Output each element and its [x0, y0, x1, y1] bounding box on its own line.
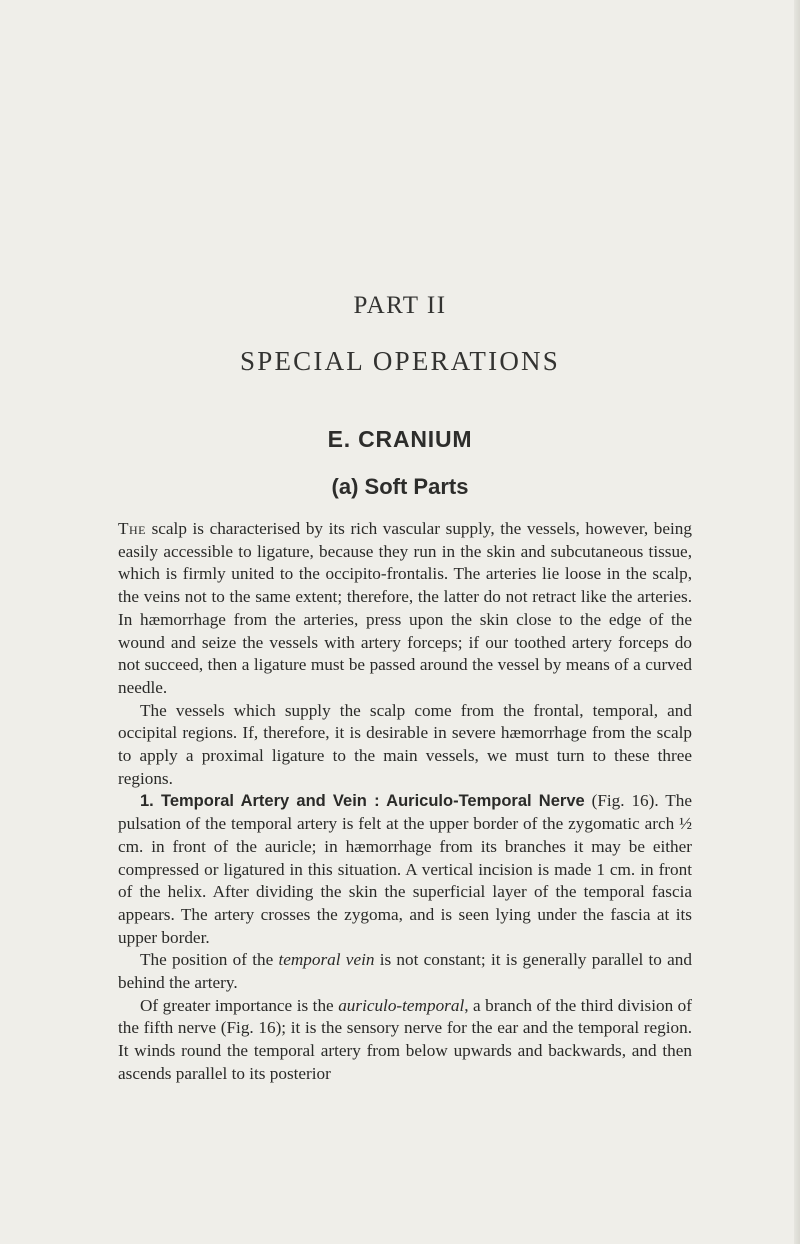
paragraph-text: , a branch of the third division of the fifth nerve (Fig. 16); it is the sensory nerve for the ear and the temporal region. It winds round the temporal artery from below upwards and backwards, and then ascends parallel to its posterior [118, 995, 692, 1083]
page-edge [794, 0, 800, 1244]
paragraph-text: Of greater importance is the [140, 995, 339, 1015]
paragraph-vessels: The vessels which supply the scalp come from the frontal, temporal, and occipital regions. If, therefore, it is desirable in severe hæmorrhage from the scalp to apply a proximal ligature to the main vessels, we must turn to these three regions. [118, 700, 692, 788]
paragraph-text: (Fig. 16). The pulsation of the temporal artery is felt at the upper border of the zygomatic arch [118, 791, 692, 834]
lead-word: The [118, 519, 146, 538]
paragraph-auriculo-temporal [118, 995, 692, 1086]
numbered-subheading: 1. Temporal Artery and Vein : Auriculo-Temporal Nerve [140, 792, 585, 811]
italic-term: auriculo-temporal [338, 995, 465, 1015]
paragraph-scalp [118, 518, 692, 700]
fraction: ½ [679, 814, 692, 834]
body-text [118, 518, 692, 1086]
subsection-heading: (a) Soft Parts [331, 474, 469, 499]
paragraph-text: scalp is characterised by its rich vascular supply, the vessels, however, being easily accessible to ligature, because they run in the skin and subcutaneous tissue, which is firmly united to the occipito-frontalis. The arteries lie loose in the scalp, the veins not to the same extent; therefore, the latter do not retract like the arteries. In hæmorrhage from the arteries, press upon the skin close to the edge of the wound and seize the vessels with artery forceps; if our toothed artery forceps do not succeed, then a ligature must be passed around the vessel by means of a curved needle. [118, 519, 692, 697]
paragraph-temporal-vein [118, 949, 692, 994]
paragraph-text: is not constant; it is generally parallel to and behind the artery. [118, 950, 692, 993]
chapter-heading: E. CRANIUM [327, 426, 473, 452]
part-heading: PART II [353, 292, 447, 319]
paragraph-text: The position of the [140, 950, 279, 970]
paragraph-temporal-artery [118, 790, 692, 949]
section-heading: SPECIAL OPERATIONS [240, 346, 560, 376]
italic-term: temporal vein [278, 950, 375, 970]
paragraph-text: cm. in front of the auricle; in hæmorrhage from its branches it may be either compressed or ligatured in this situation. A vertical incision is made 1 cm. in front of the helix. After dividing the skin the superficial layer of the temporal fascia appears. The artery crosses the zygoma, and is seen lying under the fascia at its upper border. [118, 836, 692, 947]
